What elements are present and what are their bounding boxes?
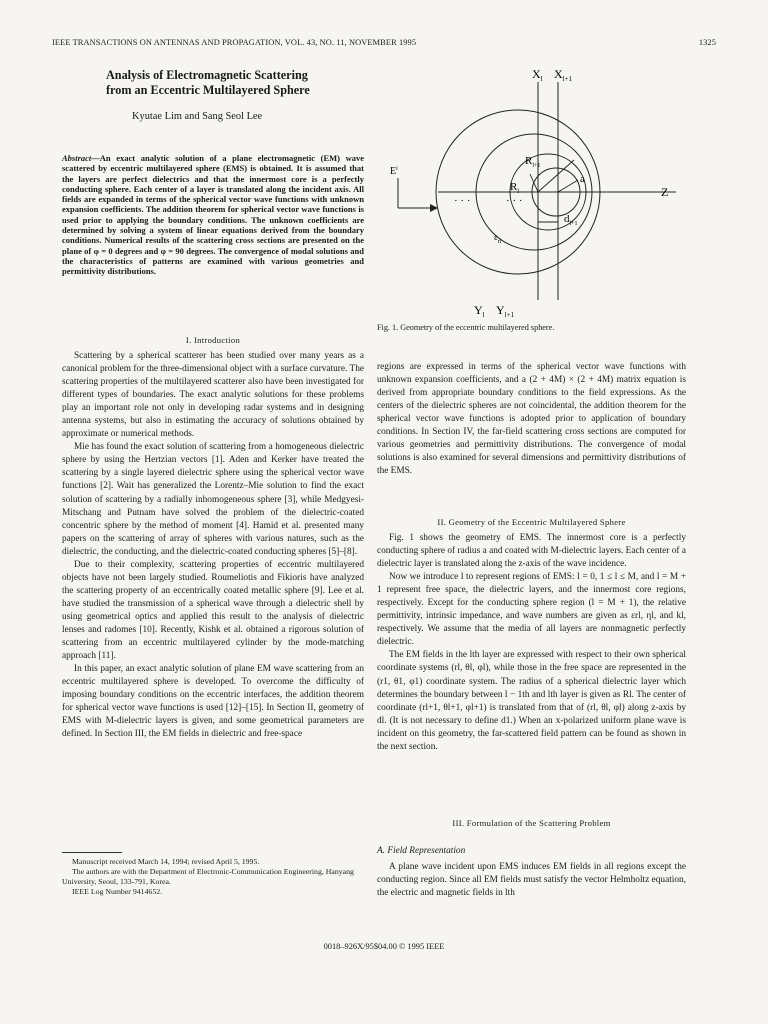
sec2-paragraph-3: The EM fields in the lth layer are expressed with respect to their own spherical coordinate systems (rl, θl, φl), while those in the free space are represented in the (r1, θ1, φ1) coordinate system. The radius of a spherical dielectric layer which determines the boundary between l − 1th and lth layer is given as Rl. The center of coordinate (rl+1, θl+1, φl+1) is translated from that of (rl, θl, φl) along z-axis by dl. (It is not necessary to define d1.) When an x-polarized uniform plane wave is incident on this geometry, the far-scattered field pattern can be found as shown in the next section. bbox=[377, 650, 686, 752]
sec2-paragraph-2: Now we introduce l to represent regions of EMS: l = 0, 1 ≤ l ≤ M, and l = M + 1 represent free space, the dielectric layers, and the innermost core regions, respectively. Except for the conducting sphere region (l = M + 1), the relative permittivity, intrinsic impedance, and wave numbers are given as εrl, ηl, and kl, respectively. We assume that the media of all layers are nonmagnetic perfectly dielectric. bbox=[377, 572, 686, 648]
label-yl: $Y_l$ bbox=[474, 303, 485, 319]
label-rl: $R_l$ bbox=[510, 181, 520, 195]
section-2-heading: II. Geometry of the Eccentric Multilayered Sphere bbox=[437, 517, 626, 527]
label-a: a bbox=[580, 173, 585, 185]
label-xl: $X_l$ bbox=[532, 67, 543, 83]
footnote-rule bbox=[62, 852, 122, 853]
intro-continued: regions are expressed in terms of the spherical vector wave functions with unknown expansion coefficients, and a (2 + 4M) × (2 + 4M) matrix equation is derived from appropriate boundary conditions to the field expressions. As the centers of the dielectric spheres are not coincidental, the addition theorem for the spherical vector wave functions is adopted prior to application of boundary conditions. In Section IV, the far-field scattering cross sections are computed for various geometries and permittivity distributions. The convergence of modal solutions is also examined for several dimensions and permittivity distributions of the EMS. bbox=[377, 362, 686, 477]
footnote-manuscript: Manuscript received March 14, 1994; revised April 5, 1995. bbox=[72, 857, 260, 866]
page-footer: 0018–926X/95$04.00 © 1995 IEEE bbox=[323, 942, 445, 951]
section-3-heading: III. Formulation of the Scattering Problem bbox=[452, 818, 611, 828]
label-rl1: $R_{l+1}$ bbox=[525, 155, 541, 169]
label-d: $d_{l+1}$ bbox=[564, 213, 578, 227]
dots-inner: · · · bbox=[506, 195, 523, 207]
sec3a-paragraph: A plane wave incident upon EMS induces EM fields in all regions except the conducting region. Since all EM fields must satisfy the vector Helmholtz equation, the electric and magnetic fields in lth bbox=[377, 862, 686, 899]
intro-paragraph-3: Due to their complexity, scattering properties of eccentric multilayered objects have not been largely studied. Roumeliotis and Fikioris have analyzed the scattering property of an eccentrically coated metallic sphere [9]. Lee et al. have studied the transmission of a spherical wave through a dielectric shell by using geometrical optics and applied this result to the analysis of dielectric lenses and radomes [10]. Recently, Kishk et al. obtained a rigorous solution of scattering from an eccentric multilayered cylinder by the mode-matching approach [11]. bbox=[62, 559, 364, 662]
footnote bbox=[62, 857, 364, 897]
intro-paragraph-1: Scattering by a spherical scatterer has been studied over many years as a canonical problem for the three-dimensional object with a surface curvature. The scattering properties of the multilayered scatterer also have been investigated for different types of boundaries. The exact analytic solutions for these problems play an important role not only in developing radar systems and in designing antenna systems, but also in estimating the accuracy of solutions obtained by approximate or numerical methods. bbox=[62, 351, 364, 440]
section-1-heading: I. Introduction bbox=[185, 335, 241, 345]
label-yl1: $Y_{l+1}$ bbox=[496, 303, 515, 319]
title-line-2: from an Eccentric Multilayered Sphere bbox=[106, 83, 310, 97]
intro-paragraph-2: Mie has found the exact solution of scattering from a homogeneous dielectric sphere by using the Hertzian vectors [1]. Aden and Kerker have treated the scattering by a single layered dielectric sphere using the spherical vector wave functions [2]. Wait has generalized the Lorentz–Mie solution to find the exact solution of scattering by a radially inhomogeneous sphere [3], while Medgyesi-Mitschang and Putnam have solved the problem of the dielectric-coated concentric sphere by the method of moment [4]. Hamid et al. presented many papers on the scattering of array of spheres with various natures, such as the dielectric, the conducting, and the dielectric-coated conducting spheres [5]–[8]. bbox=[62, 442, 364, 557]
running-header bbox=[52, 38, 716, 47]
journal-name: IEEE TRANSACTIONS ON ANTENNAS AND PROPAGATION, VOL. 43, NO. 11, NOVEMBER 1995 bbox=[52, 38, 417, 47]
section-2-body bbox=[377, 532, 686, 754]
sec2-paragraph-1: Fig. 1 shows the geometry of EMS. The innermost core is a perfectly conducting sphere of radius a and coated with M-dielectric layers. Each center of a dielectric layer is translated along the z-axis of the wave incidence. bbox=[377, 533, 686, 570]
radius-a-line bbox=[558, 180, 578, 192]
label-xl1: $X_{l+1}$ bbox=[554, 67, 573, 83]
title-line-1: Analysis of Electromagnetic Scattering bbox=[106, 68, 308, 82]
left-column-body bbox=[62, 350, 364, 741]
abstract-text: —An exact analytic solution of a plane electromagnetic (EM) wave scattered by eccentric multilayered sphere (EMS) is obtained. It is assumed that the layers are perfect dielectrics and that the innermost core is a perfectly conducting sphere. Each center of a layer is translated along the incident axis. All fields are expanded in terms of the spherical vector wave functions with unknown expansion coefficients. The addition theorem for spherical vector wave functions is used prior to applying the boundary conditions. The unknown coefficients are determined by solving a system of linear equations derived from the boundary conditions. Numerical results of the scattering cross sections are presented on the plane of φ = 0 degrees and φ = 90 degrees. The convergence of modal solutions and the characteristics of patterns are examined with various geometries and permittivity distributions. bbox=[62, 153, 364, 277]
abstract bbox=[62, 153, 364, 277]
label-e-incident: $E^i$ bbox=[390, 166, 398, 177]
subsection-3a-heading: A. Field Representation bbox=[377, 846, 466, 856]
footnote-affiliation: The authors are with the Department of Electronic-Communication Engineering, Hanyang University, Seoul, 133-791, Korea. bbox=[62, 867, 354, 886]
page-number: 1325 bbox=[698, 38, 716, 47]
radius-rl1-line bbox=[538, 160, 574, 192]
label-z: Z bbox=[661, 185, 669, 199]
dots-outer: · · · bbox=[454, 195, 471, 207]
intro-paragraph-4: In this paper, an exact analytic solution of plane EM wave scattering from an eccentric multilayered sphere is developed. To overcome the difficulty of imposing boundary conditions on the eccentric interfaces, the addition theorem for spherical vector wave functions is used [12]–[15]. In Section II, geometry of EMS with M-dielectric layers is given, and some geometrical parameters are defined. In Section III, the EM fields in dielectric and free-space bbox=[62, 664, 364, 740]
radius-rl-line bbox=[530, 174, 538, 192]
authors: Kyutae Lim and Sang Seol Lee bbox=[132, 111, 263, 122]
figure-caption: Fig. 1. Geometry of the eccentric multilayered sphere. bbox=[377, 323, 555, 332]
figure-1-geometry bbox=[378, 62, 698, 320]
footnote-log: IEEE Log Number 9414652. bbox=[72, 887, 163, 896]
paper-title bbox=[106, 68, 386, 98]
section-3a-body bbox=[377, 861, 686, 900]
label-epsilon: $\varepsilon_{rl}$ bbox=[494, 232, 502, 245]
right-column-intro bbox=[377, 361, 686, 478]
abstract-label: Abstract bbox=[62, 153, 92, 163]
